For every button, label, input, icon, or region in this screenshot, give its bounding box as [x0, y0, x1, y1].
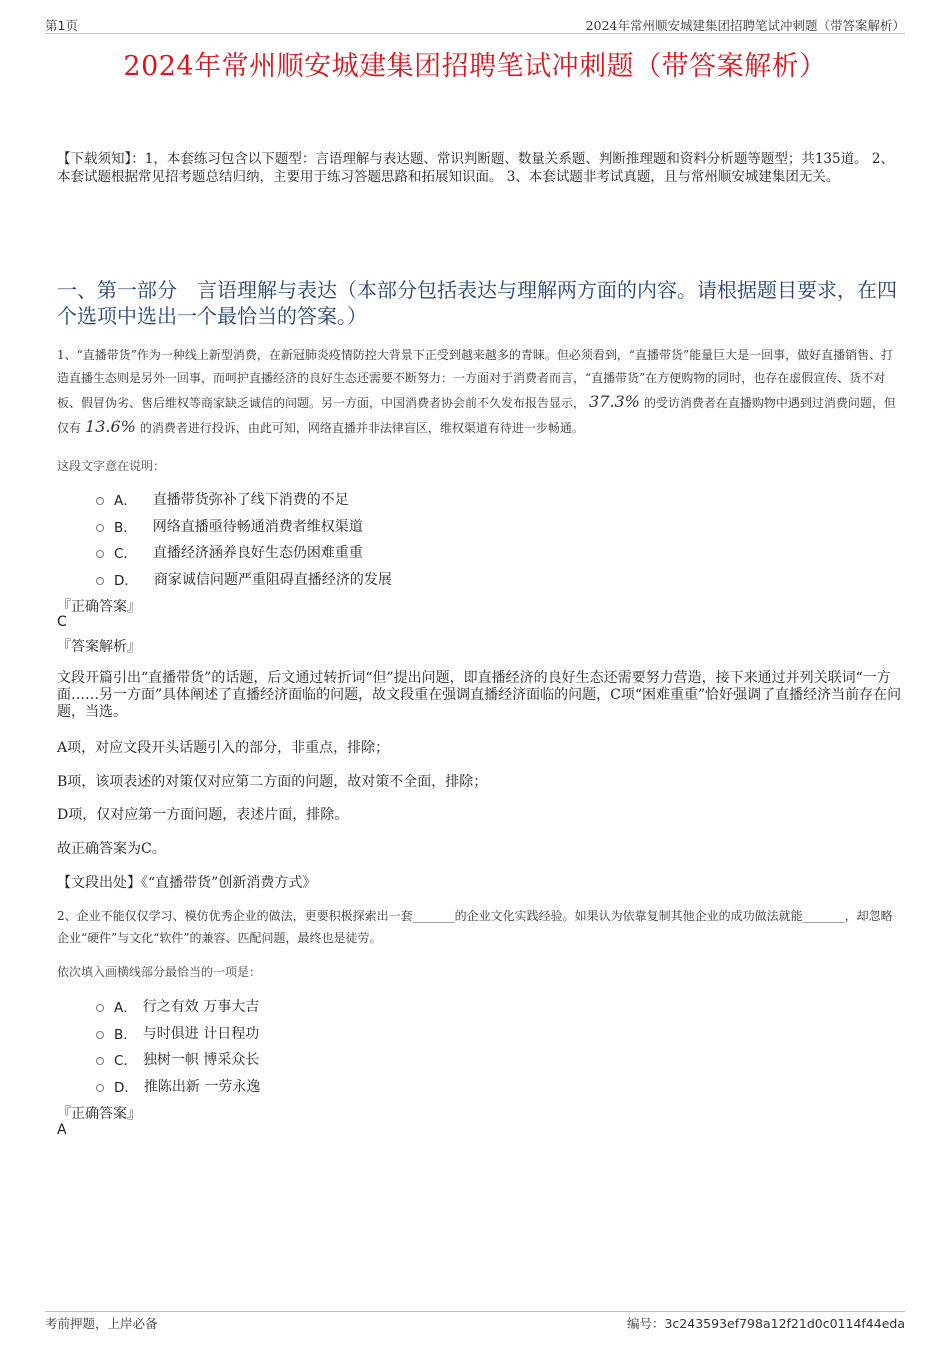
radio-icon[interactable] — [96, 550, 104, 558]
analysis-paragraph: 文段开篇引出“直播带货”的话题，后文通过转折词“但”提出问题，即直播经济的良好生态还需要努力营造，接下来通过并列关联词“一方面……另一方面”具体阐述了直播经济面临的问题，故文段重在强调直播经济面临的问题，C项“困难重重”恰好强调了直播经济当前存在问题，当选。 — [57, 670, 902, 720]
radio-icon[interactable] — [96, 524, 104, 532]
footer-divider — [45, 1311, 905, 1312]
header-divider — [45, 33, 905, 34]
page-number: 第1页 — [45, 18, 78, 33]
question-2-options — [96, 993, 260, 1099]
option-c[interactable]: C． 独树一帜 博采众长 — [96, 1046, 260, 1073]
radio-icon[interactable] — [96, 1057, 104, 1065]
section-heading: 一、第一部分 言语理解与表达（本部分包括表达与理解两方面的内容。请根据题目要求，在四个选项中选出一个最恰当的答案。） — [57, 278, 897, 328]
document-code: 编号：3c243593ef798a12f21d0c0114f44eda — [626, 1316, 905, 1331]
analysis-label: 『答案解析』 — [57, 639, 141, 655]
header-doc-title: 2024年常州顺安城建集团招聘笔试冲刺题（带答案解析） — [585, 18, 905, 33]
radio-icon[interactable] — [96, 1084, 104, 1092]
statistic-value: 13.6% — [85, 417, 136, 436]
answer-label: 『正确答案』 — [57, 1106, 141, 1122]
answer-label: 『正确答案』 — [57, 599, 141, 615]
radio-icon[interactable] — [96, 1031, 104, 1039]
analysis-paragraph: A项，对应文段开头话题引入的部分，非重点，排除； — [57, 740, 390, 756]
radio-icon[interactable] — [96, 1004, 104, 1012]
answer-value: A — [57, 1122, 67, 1138]
statistic-value: 37.3% — [589, 392, 640, 411]
option-a[interactable]: A． 直播带货弥补了线下消费的不足 — [96, 486, 392, 513]
analysis-paragraph: D项，仅对应第一方面问题，表述片面，排除。 — [57, 807, 349, 823]
analysis-paragraph: 故正确答案为C。 — [57, 841, 166, 857]
option-b[interactable]: B． 网络直播亟待畅通消费者维权渠道 — [96, 513, 392, 540]
option-c[interactable]: C． 直播经济涵养良好生态仍困难重重 — [96, 539, 392, 566]
question-1-options — [96, 486, 392, 592]
download-notice: 【下载须知】：1，本套练习包含以下题型：言语理解与表达题、常识判断题、数量关系题、判断推理题和资料分析题等题型；共135道。 2、本套试题根据常见招考题总结归纳，主要用于练习答题思路和拓展知识面。 3、本套试题非考试真题，且与常州顺安城建集团无关。 — [57, 151, 894, 185]
option-d[interactable]: D． 商家诚信问题严重阻碍直播经济的发展 — [96, 566, 392, 593]
option-d[interactable]: D． 推陈出新 一劳永逸 — [96, 1073, 260, 1100]
question-2-prompt: 依次填入画横线部分最恰当的一项是： — [57, 965, 262, 979]
source-note: 【文段出处】《“直播带货”创新消费方式》 — [57, 875, 317, 891]
answer-value: C — [57, 614, 67, 630]
question-2-text: 2、企业不能仅仅学习、模仿优秀企业的做法，更要积极探索出一套_______的企业文化实践经验。如果认为依靠复制其他企业的成功做法就能_______，却忽略企业“硬件”与文化“软件”的兼容、匹配问题，最终也是徒劳。 — [57, 909, 893, 945]
radio-icon[interactable] — [96, 497, 104, 505]
question-1-text: 1、“直播带货”作为一种线上新型消费，在新冠肺炎疫情防控大背景下正受到越来越多的青睐。但必须看到，“直播带货”能量巨大是一回事，做好直播销售、打造直播生态则是另外一回事，而呵护直播经济的良好生态还需要不断努力：一方面对于消费者而言，“直播带货”在方便购物的同时，也存在虚假宣传、货不对板、假冒伪劣、售后维权等商家缺乏诚信的问题。另一方面，中国消费者协会前不久发布报告显示， 37.3% 的受访消费者在直播购物中遇到过消费问题，但仅有 13.6% 的消费者进行投诉，由此可知，网络直播并非法律盲区，维权渠道有待进一步畅通。 — [57, 348, 896, 436]
option-a[interactable]: A． 行之有效 万事大吉 — [96, 993, 260, 1020]
question-1-prompt: 这段文字意在说明： — [57, 459, 166, 473]
option-b[interactable]: B． 与时俱进 计日程功 — [96, 1020, 260, 1047]
analysis-paragraph: B项，该项表述的对策仅对应第二方面的问题，故对策不全面，排除； — [57, 774, 488, 790]
radio-icon[interactable] — [96, 577, 104, 585]
footer-slogan: 考前押题，上岸必备 — [45, 1316, 158, 1331]
page-title: 2024年常州顺安城建集团招聘笔试冲刺题（带答案解析） — [123, 51, 827, 82]
